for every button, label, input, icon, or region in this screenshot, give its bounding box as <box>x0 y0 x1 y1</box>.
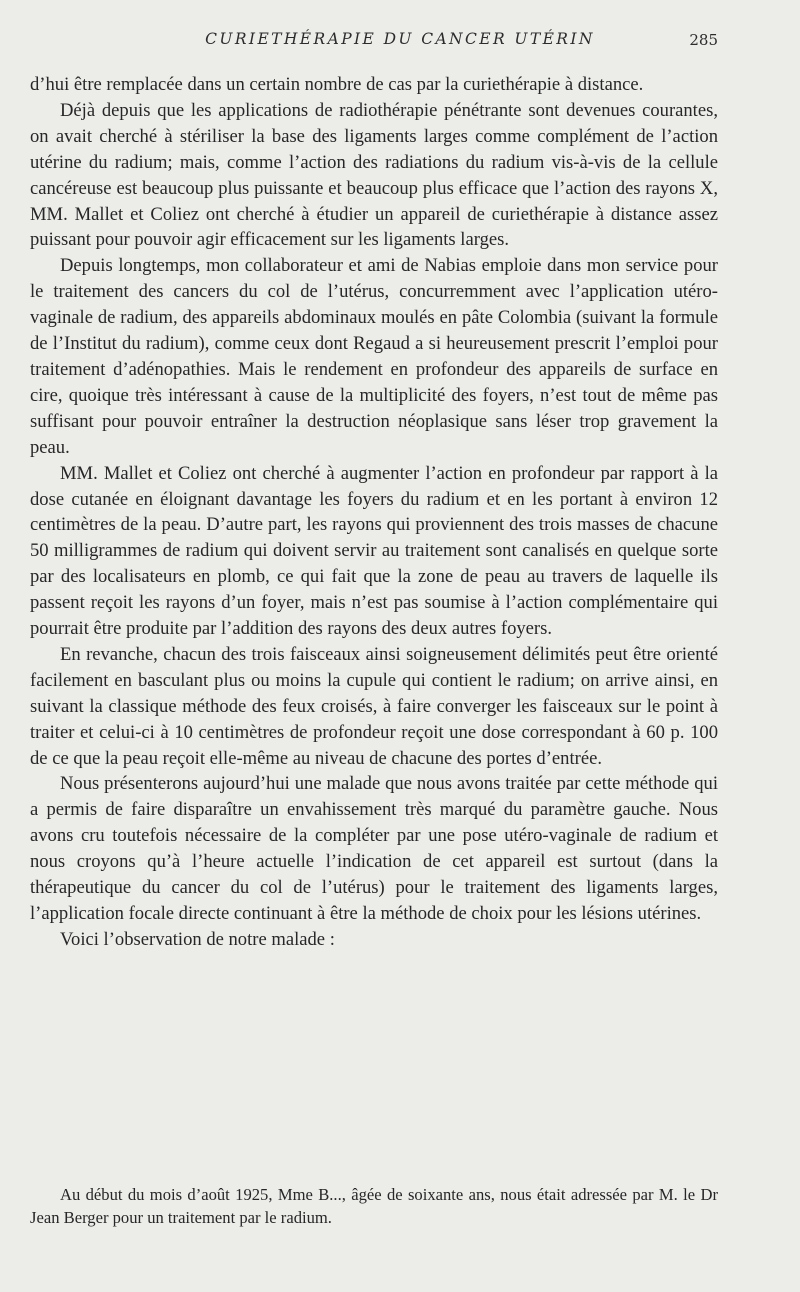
body-text <box>30 72 718 953</box>
paragraph: Depuis longtemps, mon collaborateur et ami de Nabias emploie dans mon service pour le traitement des cancers du col de l’utérus, concurremment avec l’application utéro-vaginale de radium, des appareils abdominaux moulés en pâte Colombia (suivant la formule de l’Institut du radium), comme ceux dont Regaud a si heureusement prescrit l’emploi pour traitement d’adénopathies. Mais le rendement en profondeur des appareils de surface en cire, quoique très intéressant à cause de la multiplicité des foyers, n’est tout de même pas suffisant pour pouvoir entraîner la destruction néoplasique sans léser trop gravement la peau. <box>30 255 718 458</box>
paragraph-continuation: d’hui être remplacée dans un certain nombre de cas par la curiethérapie à distance. <box>30 74 644 95</box>
paragraph: Déjà depuis que les applications de radiothérapie pénétrante sont devenues courantes, on avait cherché à stériliser la base des ligaments larges comme complément de l’action utérine du radium; mais, comme l’action des radiations du radium vis-à-vis de la cellule cancéreuse est beaucoup plus puissante et beaucoup plus efficace que l’action des rayons X, MM. Mallet et Coliez ont cherché à étudier un appareil de curiethérapie à distance assez puissant pour pouvoir agir efficacement sur les ligaments larges. <box>30 99 718 251</box>
paragraph: Voici l’observation de notre malade : <box>60 928 335 950</box>
observation-text: Au début du mois d’août 1925, Mme B..., âgée de soixante ans, nous était adressée par M. le Dr Jean Berger pour un traitement par le radium. <box>30 1185 718 1227</box>
paragraph: En revanche, chacun des trois faisceaux ainsi soigneusement délimités peut être orienté facilement en basculant plus ou moins la cupule qui contient le radium; on arrive ainsi, en suivant la classique méthode des feux croisés, à faire converger les faisceaux sur le point à traiter et celui-ci à 10 centimètres de profondeur reçoit une dose correspondant à 60 p. 100 de ce que la peau reçoit elle-même au niveau de chacune des portes d’entrée. <box>30 643 718 769</box>
paragraph: Nous présenterons aujourd’hui une malade que nous avons traitée par cette méthode qui a permis de faire disparaître un envahissement très marqué du paramètre gauche. Nous avons cru toutefois nécessaire de la compléter par une pose utéro-vaginale de radium et nous croyons qu’à l’heure actuelle l’indication de cet appareil est surtout (dans la thérapeutique du cancer du col de l’utérus) pour le traitement des ligaments larges, l’application focale directe continuant à être la méthode de choix pour les lésions utérines. <box>30 773 718 924</box>
running-title: CURIETHÉRAPIE DU CANCER UTÉRIN <box>205 30 595 48</box>
page-number: 285 <box>689 31 718 49</box>
paragraph: MM. Mallet et Coliez ont cherché à augmenter l’action en profondeur par rapport à la dose cutanée en éloignant davantage les foyers du radium et en les portant à environ 12 centimètres de la peau. D’autre part, les rayons qui proviennent des trois masses de chacune 50 milligrammes de radium qui doivent servir au traitement sont canalisés en quelque sorte par des localisateurs en plomb, ce qui fait que la zone de peau au travers de laquelle ils passent reçoit les rayons d’un foyer, mais n’est pas soumise à l’action complémentaire qui pourrait être produite par l’addition des rayons des deux autres foyers. <box>30 462 718 640</box>
running-header <box>0 30 800 52</box>
